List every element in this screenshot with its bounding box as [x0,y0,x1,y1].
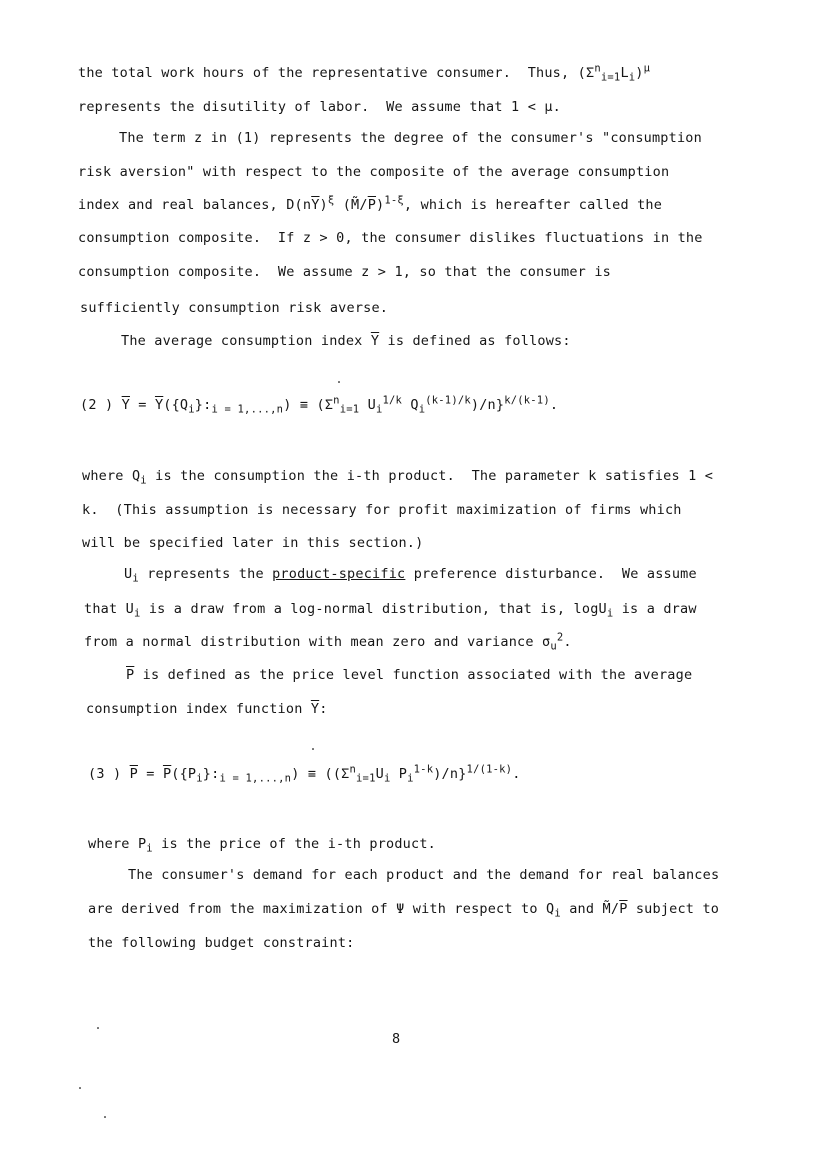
text-line-8: sufficiently consumption risk averse. [80,300,389,316]
text-line-14: that $U_i$ is a draw from a log-normal distribution, that is, logU$_i$ is a draw [84,601,697,620]
text-line-11: k. (This assumption is necessary for profit maximization of firms which [82,502,682,518]
equation-2: (2 ) $\overline{Y}$ = $\overline{Y}(\{Q_i\}:_{i = 1,...,n}) \equiv (\Sigma^n_{i=1}$ $U_i^{1/k}$ $Q_i^{(k-1)/k})/n\}^{k/(k-1)}$. [80,394,559,416]
scan-speck [79,1087,81,1089]
text-line-6: consumption composite. If z > 0, the consumer dislikes fluctuations in the [78,230,703,246]
text-line-3: The term z in (1) represents the degree of the consumer's "consumption [119,130,702,146]
text-line-13: $U_i$ represents the product-specific preference disturbance. We assume [124,566,697,585]
text-line-2: represents the disutility of labor. We assume that 1 < μ. [78,99,562,115]
equation-3: (3 ) $\overline{P}$ = $\overline{P}(\{P_i\}:_{i = 1,...,n}) \equiv ((\Sigma^n_{i=1}U_i$ $P_i^{1-k})/n\}^{1/(1-k)}$. [88,763,521,785]
text-line-1: the total work hours of the representative consumer. Thus, $(\Sigma^n_{i=1}L_i)^\mu$ [78,62,651,84]
text-line-17: consumption index function $\overline{Y}$: [86,701,328,717]
text-line-15: from a normal distribution with mean zero and variance $\sigma_u^2$. [84,631,572,653]
text-line-19: The consumer's demand for each product and the demand for real balances [128,867,720,883]
scan-speck [312,748,314,750]
text-line-12: will be specified later in this section.) [82,535,424,551]
text-line-20: are derived from the maximization of Ψ with respect to $Q_i$ and $M̃/\overline{P}$ subject to [88,901,720,920]
text-line-10: where $Q_i$ is the consumption the i-th product. The parameter k satisfies 1 < [82,468,714,487]
text-line-16: $\overline{P}$ is defined as the price level function associated with the average [126,667,693,683]
scan-speck [97,1027,99,1029]
page-number: 8 [392,1031,401,1047]
text-line-18: where $P_i$ is the price of the i-th product. [88,836,436,855]
text-line-9: The average consumption index $\overline{Y}$ is defined as follows: [121,333,571,349]
text-line-7: consumption composite. We assume z > 1, so that the consumer is [78,264,611,280]
scan-speck [338,381,340,383]
scan-speck [104,1116,106,1118]
text-line-21: the following budget constraint: [88,935,355,951]
text-line-5: index and real balances, $D(n\overline{Y})^\xi$ $(M̃/\overline{P})^{1-\xi}$, which is hereafter called the [78,194,663,213]
text-line-4: risk aversion" with respect to the composite of the average consumption [78,164,670,180]
